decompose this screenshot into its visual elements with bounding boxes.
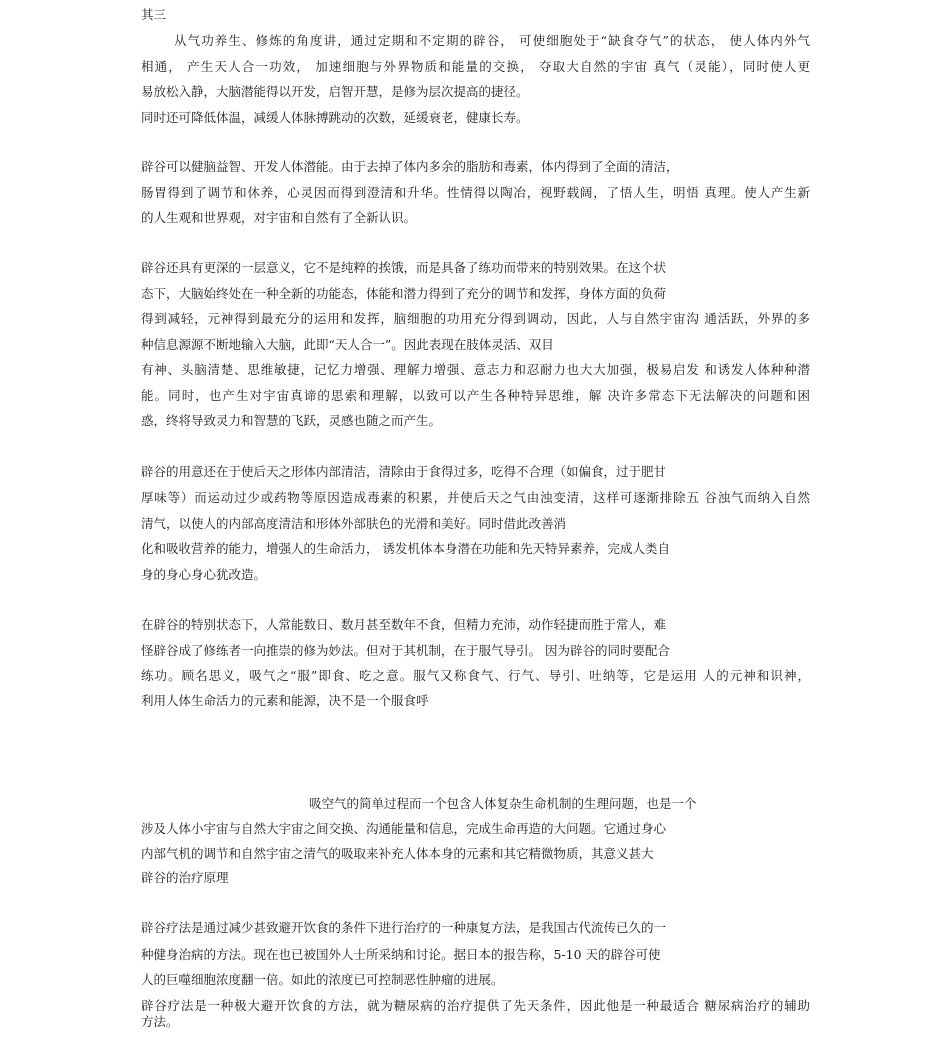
text-line: 辟谷还具有更深的一层意义，它不是纯粹的挨饿，而是具备了练功而带来的特别效果。在这个状 xyxy=(141,260,667,275)
section-subheading: 辟谷的治疗原理 xyxy=(141,870,229,885)
text-line: 易放松入静，大脑潜能得以开发，启智开慧，是修为层次提高的捷径。 xyxy=(141,84,529,99)
text-line: 从气功养生、修炼的角度讲，通过定期和不定期的辟谷， 可使细胞处于“缺食夺气”的状态， 使人体内外气 xyxy=(174,33,810,48)
text-line: 有神、头脑清楚、思维敏捷，记忆力增强、理解力增强、意志力和忍耐力也大大加强，极易启发 和诱发人体种种潜 xyxy=(141,362,810,377)
text-line: 在辟谷的特别状态下，人常能数日、数月甚至数年不食，但精力充沛，动作轻捷而胜于常人，难 xyxy=(141,617,667,632)
text-line: 利用人体生命活力的元素和能源，决不是一个服食呼 xyxy=(141,693,429,708)
text-line: 得到减轻，元神得到最充分的运用和发挥，脑细胞的功用充分得到调动，因此，人与自然宇宙沟 通活跃，外界的多 xyxy=(141,311,810,326)
text-line: 人的巨噬细胞浓度翻一倍。如此的浓度已可控制恶性肿瘤的进展。 xyxy=(141,972,504,987)
text-line: 的人生观和世界观，对宇宙和自然有了全新认识。 xyxy=(141,210,417,225)
text-line: 清气，以使人的内部高度清洁和形体外部肤色的光滑和美好。同时借此改善消 xyxy=(141,516,567,531)
text-line: 练功。顾名思义，吸气之“服”即食、吃之意。服气又称食气、行气、导引、吐纳等，它是运用 人的元神和识神， xyxy=(141,668,810,683)
text-line: 种健身治病的方法。现在也已被国外人士所采纳和讨论。据日本的报告称，5-10 天的辟谷可使 xyxy=(141,947,661,962)
text-line: 态下，大脑始终处在一种全新的功能态，体能和潜力得到了充分的调节和发挥，身体方面的负荷 xyxy=(141,286,667,301)
text-line: 肠胃得到了调节和休养，心灵因而得到澄清和升华。性情得以陶冶，视野载阔，了悟人生，明悟 真理。使人产生新 xyxy=(141,185,810,200)
text-line: 吸空气的简单过程而一个包含人体复杂生命机制的生理问题，也是一个 xyxy=(309,796,697,811)
text-line: 化和吸收营养的能力，增强人的生命活力， 诱发机体本身潜在功能和先天特异素养，完成人类自 xyxy=(141,541,670,556)
text-line: 相通， 产生天人合一功效， 加速细胞与外界物质和能量的交换， 夺取大自然的宇宙 真气（灵能），同时使人更 xyxy=(141,59,810,74)
text-line: 怪辟谷成了修练者一向推崇的修为妙法。但对于其机制，在于服气导引。 因为辟谷的同时要配合 xyxy=(141,643,670,658)
text-line: 辟谷可以健脑益智、开发人体潜能。由于去掉了体内多余的脂肪和毒素，体内得到了全面的清洁， xyxy=(141,159,679,174)
text-line: 辟谷的用意还在于使后天之形体内部清洁，清除由于食得过多，吃得不合理（如偏食，过于肥甘 xyxy=(141,464,667,479)
text-line: 种信息源源不断地输入大脑，此即“天人合一”。因此表现在肢体灵活、双目 xyxy=(141,337,554,352)
text-line: 辟谷疗法是通过减少甚致避开饮食的条件下进行治疗的一种康复方法，是我国古代流传已久的一 xyxy=(141,920,667,935)
text-line: 内部气机的调节和自然宇宙之清气的吸取来补充人体本身的元素和其它精微物质，其意义甚大 xyxy=(141,846,654,861)
text-line: 涉及人体小宇宙与自然大宇宙之间交换、沟通能量和信息，完成生命再造的大问题。它通过身心 xyxy=(141,821,667,836)
text-line: 惑，终将导致灵力和智慧的飞跃，灵感也随之而产生。 xyxy=(141,413,442,428)
text-line: 方法。 xyxy=(141,1014,179,1029)
section-heading: 其三 xyxy=(141,7,167,22)
text-line: 厚味等）而运动过少或药物等原因造成毒素的积累，并使后天之气由浊变清，这样可逐渐排除五 谷浊气而纳入自然 xyxy=(141,490,810,505)
text-line: 身的身心身心犹改造。 xyxy=(141,567,267,582)
text-line: 能。同时，也产生对宇宙真谛的思索和理解，以致可以产生各种特异思维，解 决许多常态下无法解决的问题和困 xyxy=(141,388,810,403)
text-line: 同时还可降低体温，减缓人体脉搏跳动的次数，延缓衰老，健康长寿。 xyxy=(141,110,529,125)
text-line: 辟谷疗法是一种极大避开饮食的方法，就为糖尿病的治疗提供了先天条件，因此他是一种最适合 糖尿病治疗的辅助 xyxy=(141,998,810,1013)
